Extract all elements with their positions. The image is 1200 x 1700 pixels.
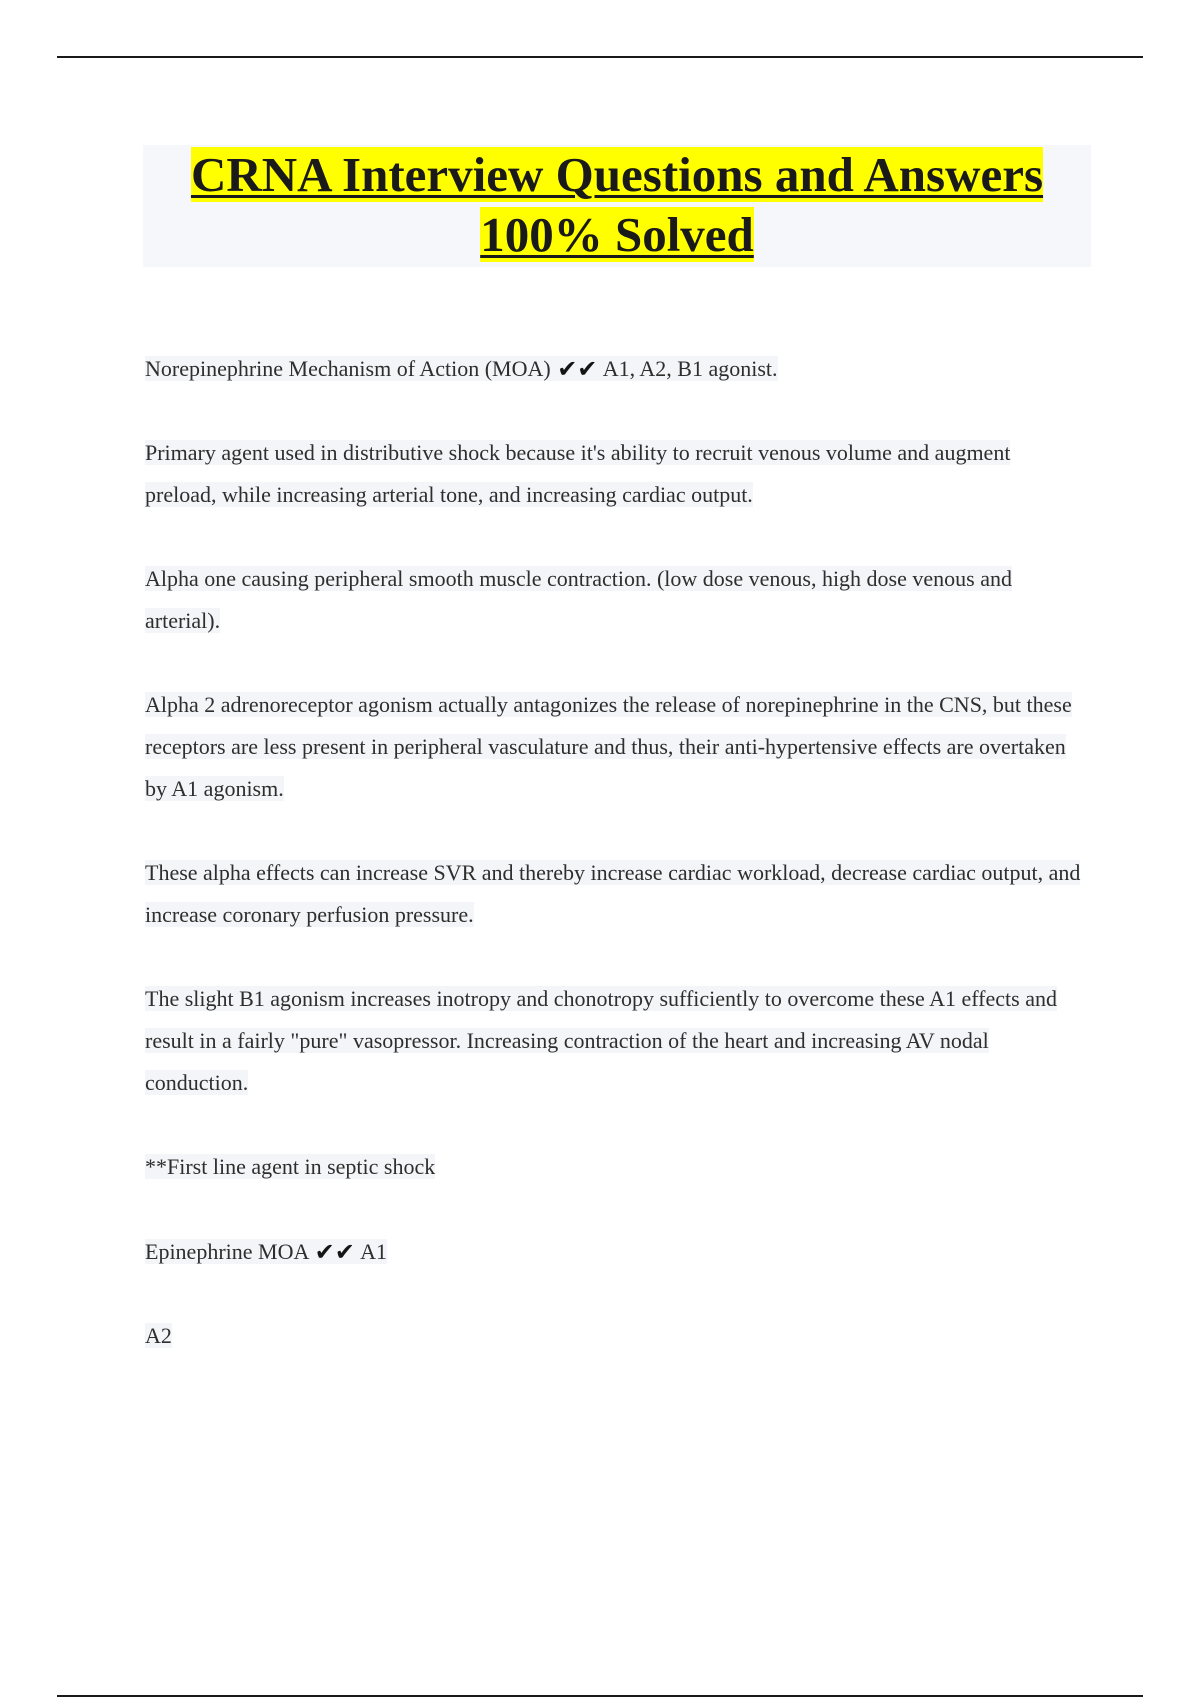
answer-text: A1 — [360, 1239, 388, 1264]
double-check-icon: ✔✔ — [314, 1238, 355, 1266]
paragraph: A2 — [145, 1323, 172, 1348]
paragraph: Primary agent used in distributive shock because it's ability to recruit venous volume and augment preload, while increasing arterial tone, and increasing cardiac output. — [145, 440, 1011, 507]
paragraph: The slight B1 agonism increases inotropy and chonotropy sufficiently to overcome these A1 effects and result in a fairly "pure" vasopressor. Increasing contraction of the heart and increasing AV nodal conduction. — [145, 986, 1057, 1095]
paragraph: **First line agent in septic shock — [145, 1154, 436, 1179]
document-body — [145, 347, 1085, 1399]
answer-text: A1, A2, B1 agonist. — [602, 356, 778, 381]
question-text: Norepinephrine Mechanism of Action (MOA) — [145, 356, 551, 381]
paragraph: Alpha one causing peripheral smooth muscle contraction. (low dose venous, high dose venous and arterial). — [145, 566, 1012, 633]
paragraph: These alpha effects can increase SVR and thereby increase cardiac workload, decrease cardiac output, and increase coronary perfusion pressure. — [145, 860, 1081, 927]
double-check-icon: ✔✔ — [557, 355, 598, 383]
title-line-2: 100% Solved — [480, 207, 754, 262]
paragraph: Alpha 2 adrenoreceptor agonism actually antagonizes the release of norepinephrine in the CNS, but these receptors are less present in peripheral vasculature and thus, their anti-hypertensive effects are overtaken by A1 agonism. — [145, 692, 1072, 801]
document-title — [143, 145, 1091, 267]
title-line-1: CRNA Interview Questions and Answers — [190, 147, 1044, 202]
qa-item-norepinephrine — [145, 347, 1085, 390]
qa-item-epinephrine — [145, 1230, 1085, 1273]
top-rule — [57, 56, 1143, 58]
question-text: Epinephrine MOA — [145, 1239, 309, 1264]
bottom-rule — [57, 1695, 1143, 1697]
